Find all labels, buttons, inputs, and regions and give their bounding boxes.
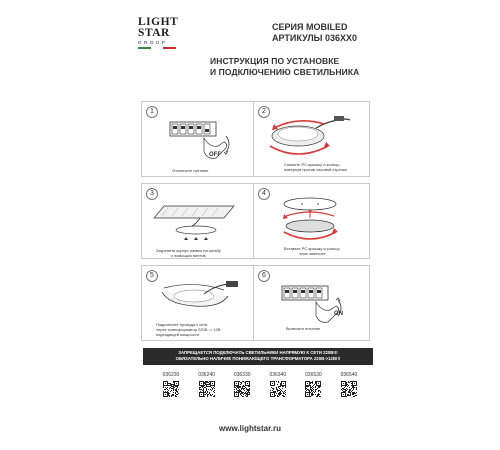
series-name: СЕРИЯ MOBILED xyxy=(272,22,348,32)
step-number: 6 xyxy=(258,270,270,282)
series-block xyxy=(272,22,357,44)
step-panel-4 xyxy=(253,183,370,259)
qr-article-label: 036340 xyxy=(269,372,287,378)
title-line-2: И ПОДКЛЮЧЕНИЮ СВЕТИЛЬНИКА xyxy=(210,67,360,77)
qr-article-label: 036330 xyxy=(233,372,251,378)
qr-code-row xyxy=(160,372,360,397)
breaker-off-illustration xyxy=(142,102,259,178)
step-panel-2 xyxy=(253,101,370,177)
instruction-title xyxy=(210,56,359,78)
flag-green xyxy=(138,47,151,49)
italian-flag-stripe xyxy=(138,47,176,49)
qr-item xyxy=(338,372,360,397)
flag-white xyxy=(151,47,164,49)
qr-code-icon[interactable] xyxy=(234,381,250,397)
qr-item xyxy=(302,372,324,397)
on-label: ON xyxy=(334,311,343,317)
step-number: 3 xyxy=(146,188,158,200)
qr-code-icon[interactable] xyxy=(163,381,179,397)
qr-code-icon[interactable] xyxy=(305,381,321,397)
flag-red xyxy=(163,47,176,49)
step-number: 4 xyxy=(258,188,270,200)
article-numbers: АРТИКУЛЫ 036XX0 xyxy=(272,33,357,43)
step-panel-5 xyxy=(141,265,258,341)
step-panel-6 xyxy=(253,265,370,341)
website-link[interactable]: www.lightstar.ru xyxy=(219,424,281,433)
logo-word-star: STAR xyxy=(138,27,170,39)
qr-item xyxy=(267,372,289,397)
warning-line-1: ЗАПРЕЩАЕТСЯ ПОДКЛЮЧАТЬ СВЕТИЛЬНИКИ НАПРЯМУЮ К СЕТИ 220В!!! xyxy=(178,350,338,355)
step-caption: Снимите PC-крышку и кольцо, повернув против часовой стрелки xyxy=(284,162,347,172)
step-number: 5 xyxy=(146,270,158,282)
qr-item xyxy=(231,372,253,397)
logo-word-light: LIGHT xyxy=(138,16,179,28)
step-caption: Вставьте PC-крышку и кольцо, алок запечите xyxy=(284,246,341,256)
logo-word-group: GROUP xyxy=(138,40,168,45)
step-caption: Закрепите корпус лампы на шнабу с помощью винтов xyxy=(156,248,221,258)
qr-article-label: 036230 xyxy=(162,372,180,378)
qr-code-icon[interactable] xyxy=(270,381,286,397)
step-caption: Отключите питание xyxy=(172,168,209,173)
qr-item xyxy=(160,372,182,397)
step-caption: Включите питание xyxy=(286,326,321,331)
lightstar-logo xyxy=(138,17,182,49)
step-number: 2 xyxy=(258,106,270,118)
warning-banner xyxy=(143,348,373,365)
title-line-1: ИНСТРУКЦИЯ ПО УСТАНОВКЕ xyxy=(210,56,340,66)
step-caption: Подключите провода к сети через трансформатор 220В -> 12В подходящей мощности xyxy=(156,322,221,337)
warning-line-2: ОБЯЗАТЕЛЬНО НАЛИЧИЕ ПОНИЖАЮЩЕГО ТРАНСФОРМАТОРА 220В->12В!!! xyxy=(175,356,341,361)
off-label: OFF xyxy=(209,152,221,158)
step-panel-3 xyxy=(141,183,258,259)
qr-item xyxy=(196,372,218,397)
qr-code-icon[interactable] xyxy=(341,381,357,397)
qr-article-label: 036240 xyxy=(198,372,215,378)
qr-code-icon[interactable] xyxy=(199,381,215,397)
qr-article-label: 036530 xyxy=(305,372,322,378)
step-number: 1 xyxy=(146,106,158,118)
qr-article-label: 036540 xyxy=(340,372,358,378)
step-panel-1 xyxy=(141,101,258,177)
